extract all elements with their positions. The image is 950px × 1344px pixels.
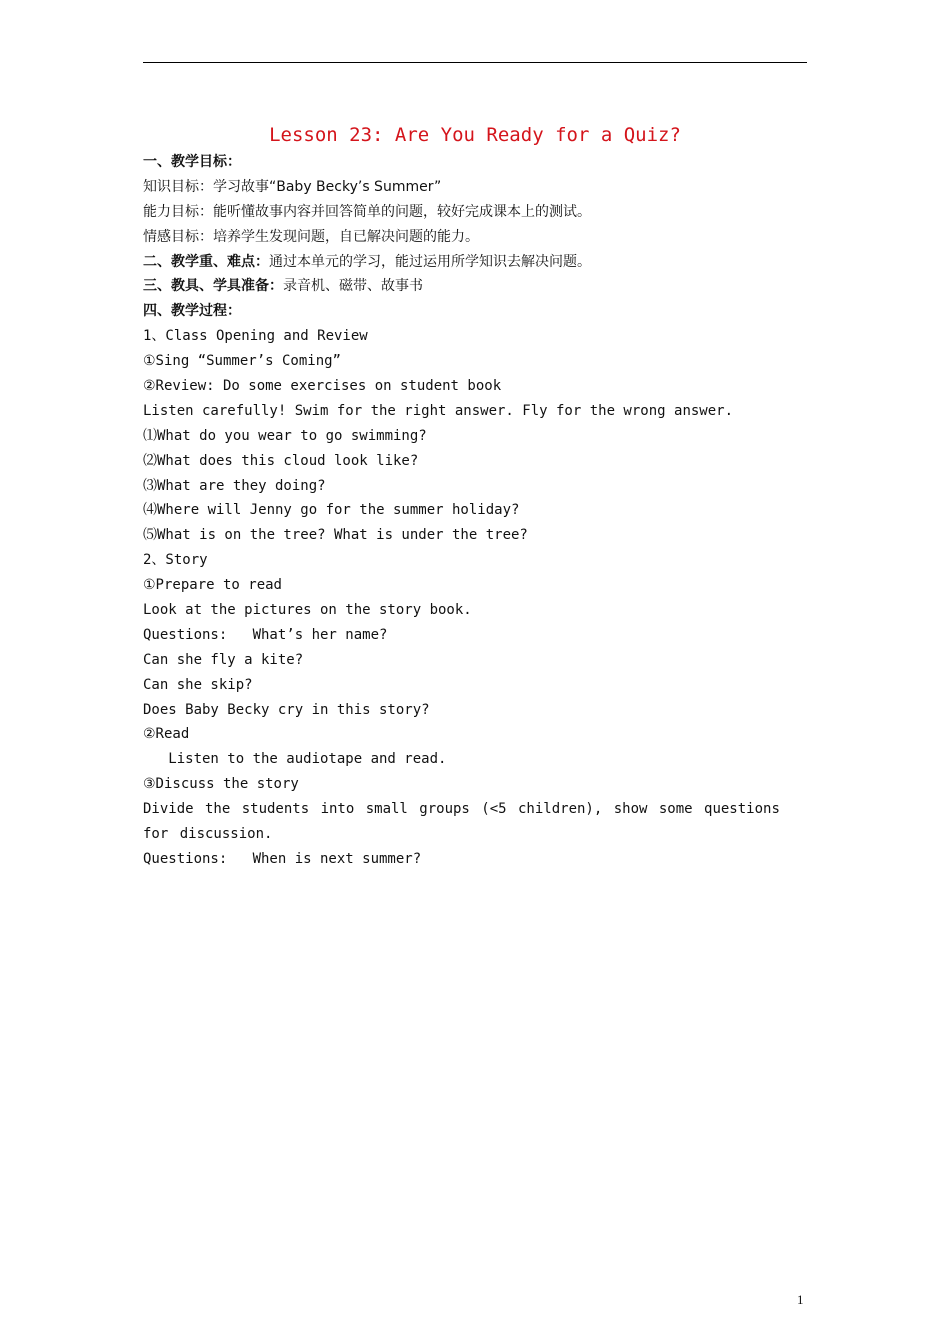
step-line: ⑴What do you wear to go swimming? [143, 427, 427, 444]
step-line: 2、Story [143, 552, 208, 569]
process-heading: 四、教学过程： [143, 303, 241, 320]
tools-label: 三、教具、学具准备： [143, 278, 283, 295]
tools [143, 274, 807, 299]
discussion-instruction: Divide the students into small groups (<5 children), show some questions for discussion. [143, 801, 780, 843]
step-line: ②Read [143, 726, 190, 743]
step-line: ⑷Where will Jenny go for the summer holiday? [143, 502, 520, 519]
step-line: Does Baby Becky cry in this story? [143, 701, 430, 718]
last-question: Questions: When is next summer? [143, 850, 422, 867]
step-line: Can she skip? [143, 676, 253, 693]
page-number: 1 [797, 1292, 804, 1307]
key-points-label: 二、教学重、难点： [143, 253, 269, 270]
step-line: Look at the pictures on the story book. [143, 602, 472, 619]
header-rule [143, 62, 807, 63]
key-points-text: 通过本单元的学习，能过运用所学知识去解决问题。 [269, 253, 591, 270]
objectives-heading: 一、教学目标： [143, 154, 241, 170]
step-line: ⑸What is on the tree? What is under the tree? [143, 527, 528, 544]
step-line: ①Sing “Summer’s Coming” [143, 353, 341, 370]
step-line: ⑶What are they doing? [143, 477, 326, 494]
step-line: ①Prepare to read [143, 577, 282, 594]
step-line: ③Discuss the story [143, 776, 299, 793]
step-line: 1、Class Opening and Review [143, 328, 368, 345]
key-points [143, 250, 807, 275]
knowledge-objective: 知识目标：学习故事“Baby Becky’s Summer” [143, 178, 442, 195]
step-line: Listen carefully! Swim for the right answer. Fly for the wrong answer. [143, 402, 734, 419]
document-body [143, 150, 807, 872]
page-title: Lesson 23: Are You Ready for a Quiz? [269, 124, 681, 146]
emotion-objective: 情感目标：培养学生发现问题，自已解决问题的能力。 [143, 228, 479, 245]
step-line: Can she fly a kite? [143, 651, 304, 668]
step-line: ②Review: Do some exercises on student book [143, 378, 502, 395]
step-line: Questions: What’s her name? [143, 626, 388, 643]
tools-text: 录音机、磁带、故事书 [283, 278, 423, 295]
step-line: Listen to the audiotape and read. [143, 751, 447, 768]
ability-objective: 能力目标：能听懂故事内容并回答简单的问题，较好完成课本上的测试。 [143, 203, 591, 220]
step-line: ⑵What does this cloud look like? [143, 452, 419, 469]
